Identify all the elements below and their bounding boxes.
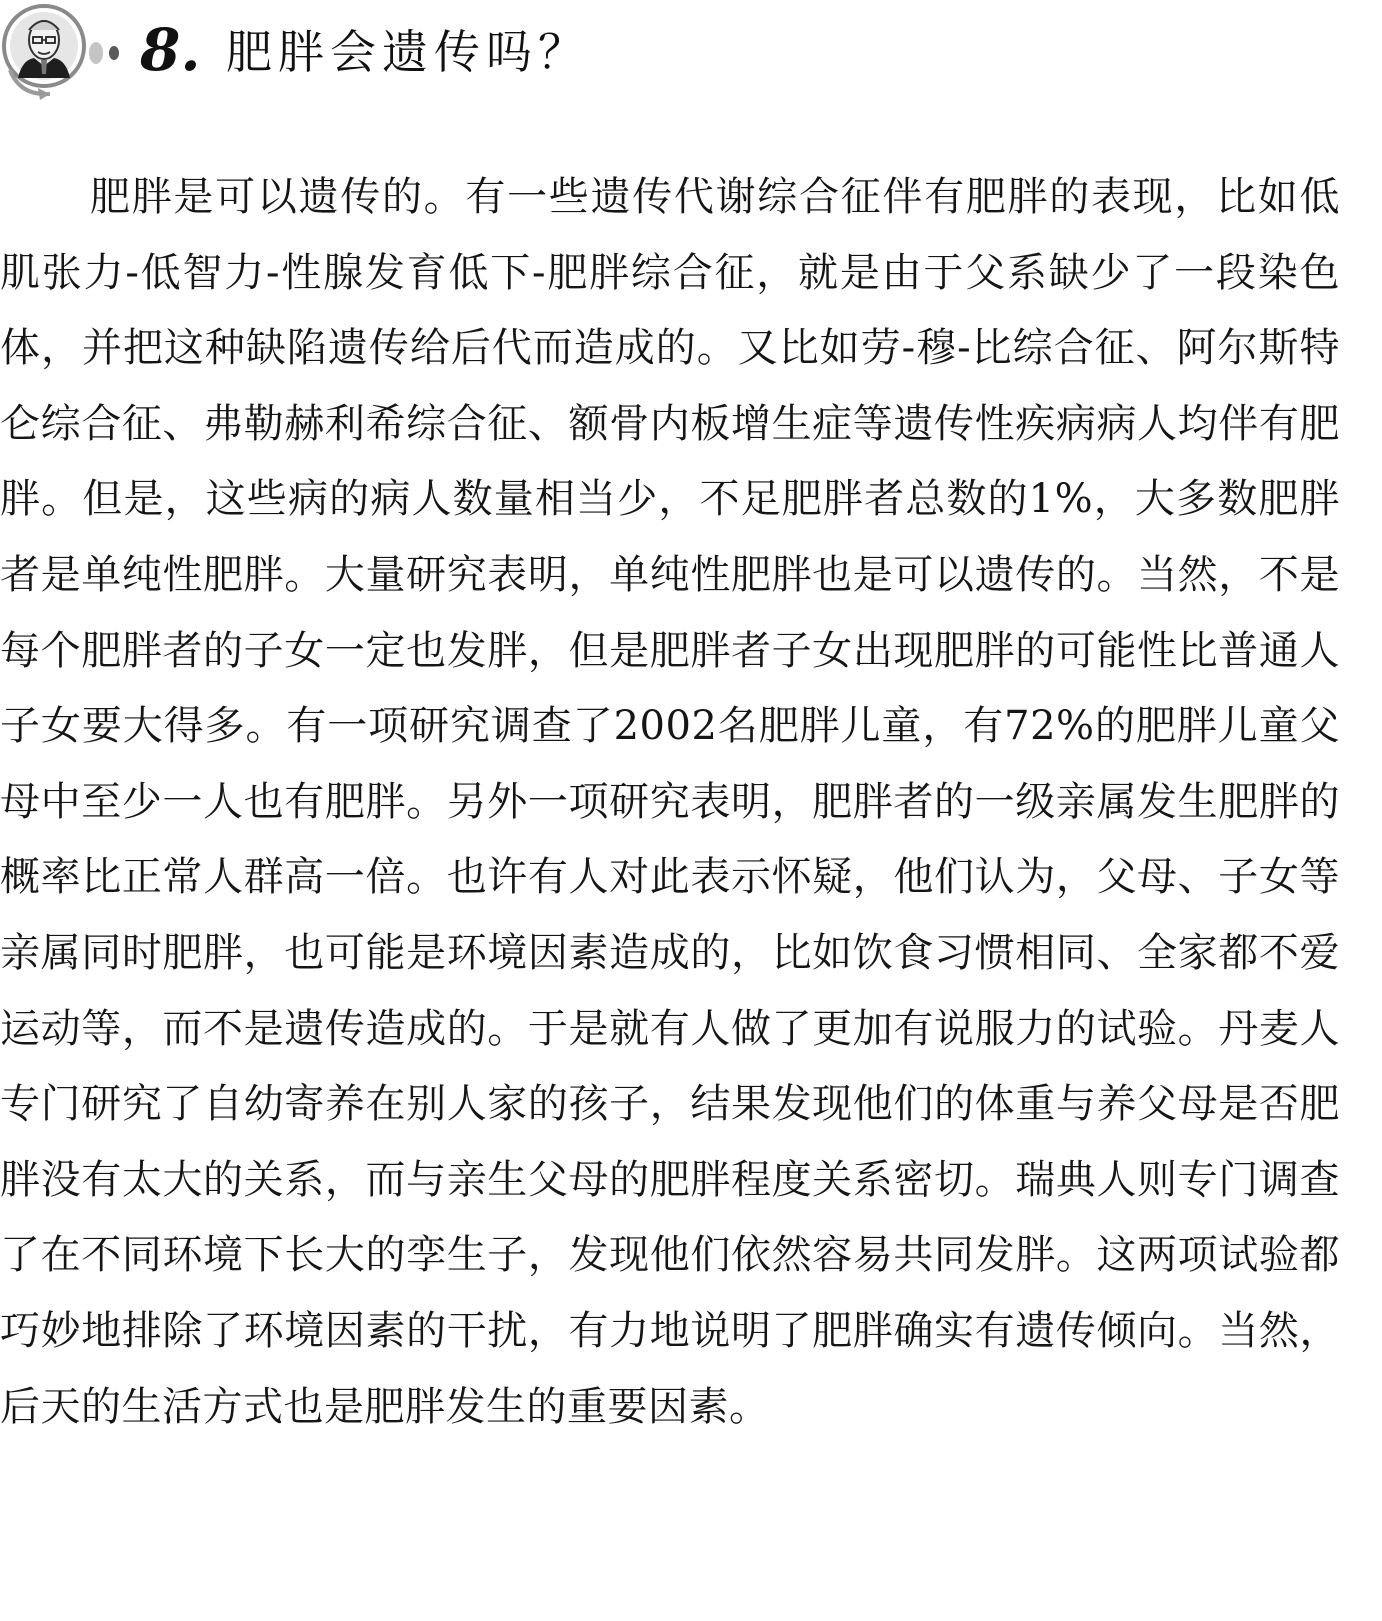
section-title: 肥胖会遗传吗？ [226,25,590,79]
author-portrait-icon [0,0,92,100]
body-paragraph: 肥胖是可以遗传的。有一些遗传代谢综合征伴有肥胖的表现，比如低肌张力-低智力-性腺发育低下-肥胖综合征，就是由于父系缺少了一段染色体，并把这种缺陷遗传给后代而造成的。又比如劳-穆-比综合征、阿尔斯特仑综合征、弗勒赫利希综合征、额骨内板增生症等遗传性疾病病人均伴有肥胖。但是，这些病的病人数量相当少，不足肥胖者总数的1%，大多数肥胖者是单纯性肥胖。大量研究表明，单纯性肥胖也是可以遗传的。当然，不是每个肥胖者的子女一定也发胖，但是肥胖者子女出现肥胖的可能性比普通人子女要大得多。有一项研究调查了2002名肥胖儿童，有72%的肥胖儿童父母中至少一人也有肥胖。另外一项研究表明，肥胖者的一级亲属发生肥胖的概率比正常人群高一倍。也许有人对此表示怀疑，他们认为，父母、子女等亲属同时肥胖，也可能是环境因素造成的，比如饮食习惯相同、全家都不爱运动等，而不是遗传造成的。于是就有人做了更加有说服力的试验。丹麦人专门研究了自幼寄养在别人家的孩子，结果发现他们的体重与养父母是否肥胖没有太大的关系，而与亲生父母的肥胖程度关系密切。瑞典人则专门调查了在不同环境下长大的孪生子，发现他们依然容易共同发胖。这两项试验都巧妙地排除了环境因素的干扰，有力地说明了肥胖确实有遗传倾向。当然，后天的生活方式也是肥胖发生的重要因素。 [0,174,1340,1430]
ellipsis-dots-icon [88,38,128,68]
section-header [0,0,1382,108]
section-number: 8. [140,16,201,84]
